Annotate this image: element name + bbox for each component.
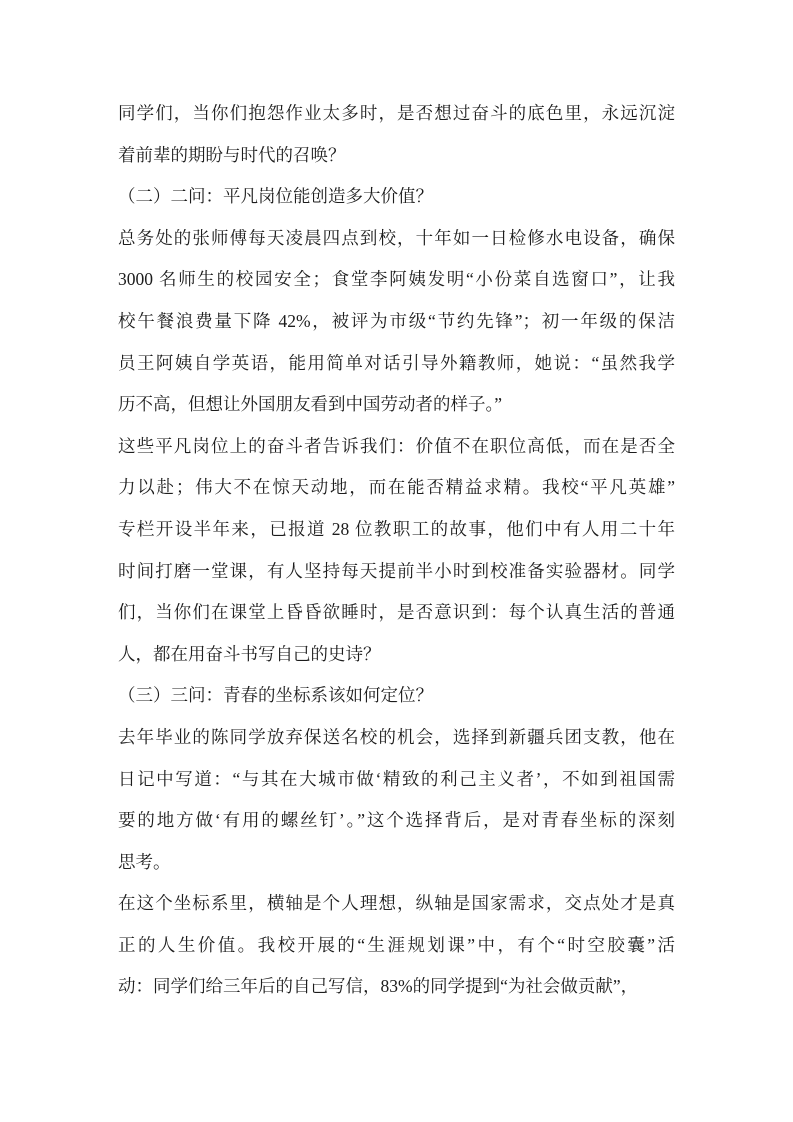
- text-line: 员王阿姨自学英语，能用简单对话引导外籍教师，她说：“虽然我学: [118, 352, 675, 373]
- text-line: 着前辈的期盼与时代的召唤？: [118, 144, 346, 165]
- text-line: 校午餐浪费量下降 42%，被评为市级“节约先锋”；初一年级的保洁: [118, 310, 675, 331]
- text-line: 同学们，当你们抱怨作业太多时，是否想过奋斗的底色里，永远沉淀: [118, 103, 675, 123]
- text-line: 正的人生价值。我校开展的“生涯规划课”中，有个“时空胶囊”活: [118, 934, 675, 955]
- text-line: 人，都在用奋斗书写自己的史诗？: [118, 643, 381, 664]
- text-line: 在这个坐标系里，横轴是个人理想，纵轴是国家需求，交点处才是真: [118, 893, 675, 914]
- text-line: 动：同学们给三年后的自己写信，83%的同学提到“为社会做贡献”，: [118, 976, 639, 997]
- paragraph: [118, 426, 675, 676]
- section-heading: [118, 675, 675, 717]
- paragraph: [118, 218, 675, 426]
- text-line: 去年毕业的陈同学放弃保送名校的机会，选择到新疆兵团支教，他在: [118, 726, 675, 747]
- section-heading: [118, 176, 675, 218]
- text-line: （三）三问：青春的坐标系该如何定位？: [118, 685, 433, 706]
- text-line: 们，当你们在课堂上昏昏欲睡时，是否意识到：每个认真生活的普通: [118, 602, 675, 623]
- text-line: 力以赴；伟大不在惊天动地，而在能否精益求精。我校“平凡英雄”: [118, 477, 675, 498]
- text-line: 专栏开设半年来，已报道 28 位教职工的故事，他们中有人用二十年: [118, 518, 675, 539]
- text-line: 思考。: [118, 851, 171, 872]
- text-line: 3000 名师生的校园安全；食堂李阿姨发明“小份菜自选窗口”，让我: [118, 269, 675, 290]
- text-line: 要的地方做‘有用的螺丝钉’。”这个选择背后，是对青春坐标的深刻: [118, 810, 675, 831]
- text-line: 历不高，但想让外国朋友看到中国劳动者的样子。”: [118, 394, 503, 415]
- text-line: 时间打磨一堂课，有人坚持每天提前半小时到校准备实验器材。同学: [118, 560, 675, 581]
- text-line: 这些平凡岗位上的奋斗者告诉我们：价值不在职位高低，而在是否全: [118, 435, 675, 456]
- paragraph: [118, 93, 675, 176]
- paragraph: [118, 883, 675, 1008]
- text-line: 日记中写道：“与其在大城市做‘精致的利己主义者’，不如到祖国需: [118, 768, 675, 789]
- text-line: 总务处的张师傅每天凌晨四点到校，十年如一日检修水电设备，确保: [118, 227, 675, 248]
- text-line: （二）二问：平凡岗位能创造多大价值？: [118, 186, 433, 207]
- document-body: [118, 93, 675, 1008]
- paragraph: [118, 717, 675, 883]
